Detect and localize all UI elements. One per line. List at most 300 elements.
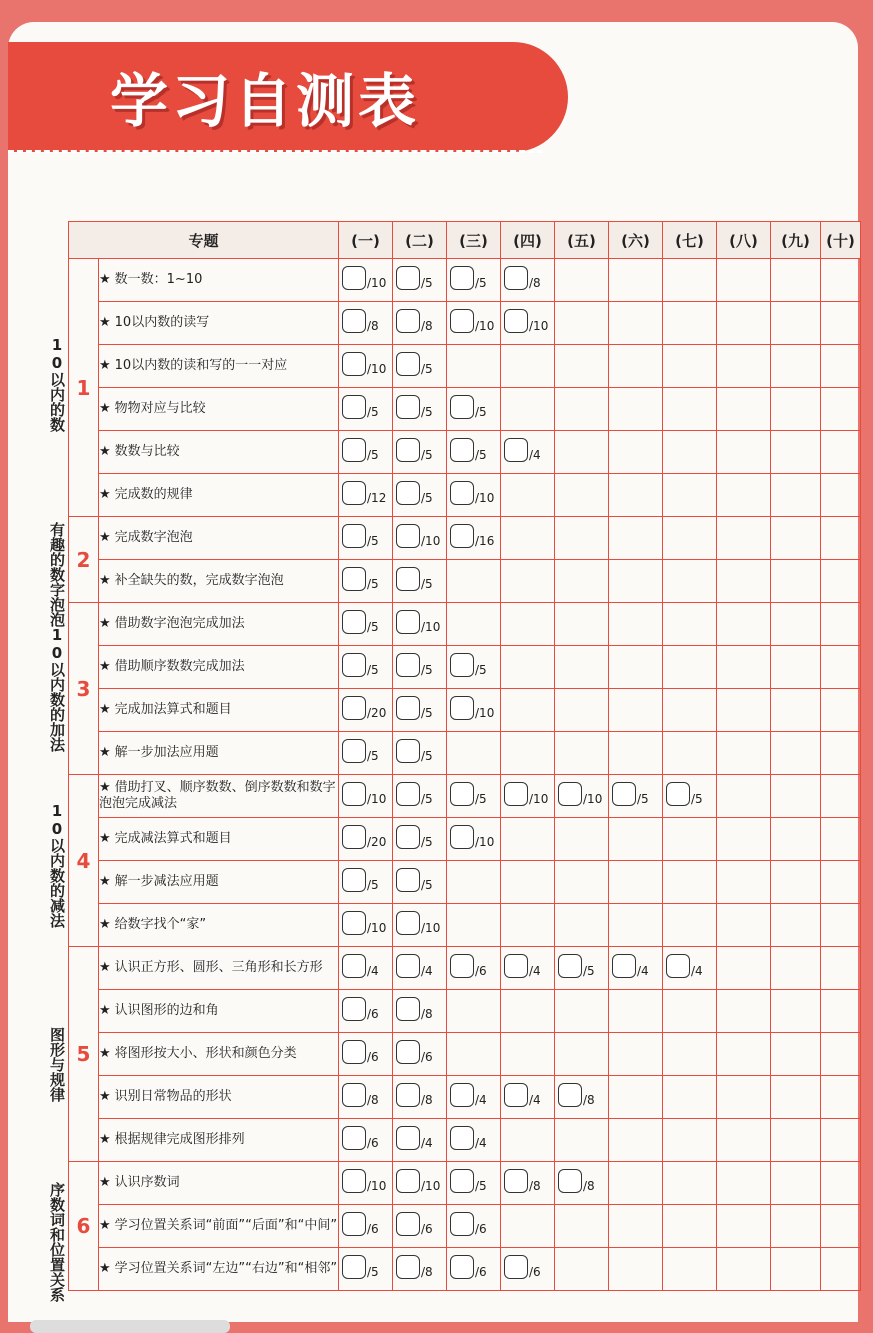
score-cell[interactable] xyxy=(339,1162,393,1205)
score-entry[interactable] xyxy=(450,782,487,806)
score-cell[interactable] xyxy=(555,775,609,818)
score-entry[interactable] xyxy=(450,1083,487,1107)
score-entry[interactable] xyxy=(450,438,487,462)
score-cell[interactable] xyxy=(339,990,393,1033)
table-row xyxy=(69,775,861,818)
score-entry[interactable] xyxy=(396,739,433,763)
score-cell[interactable] xyxy=(339,474,393,517)
section-number: 2 xyxy=(69,517,99,603)
score-box[interactable] xyxy=(342,1040,366,1064)
score-entry[interactable] xyxy=(450,1255,487,1279)
score-box[interactable] xyxy=(342,610,366,634)
score-cell[interactable] xyxy=(339,560,393,603)
score-entry[interactable] xyxy=(450,1126,487,1150)
score-box[interactable] xyxy=(558,954,582,978)
column-header: (七) xyxy=(663,222,717,259)
score-cell xyxy=(771,689,821,732)
score-entry[interactable] xyxy=(342,739,379,763)
score-cell[interactable] xyxy=(339,1205,393,1248)
score-entry[interactable] xyxy=(396,481,433,505)
page-title: 学习自测表 xyxy=(110,67,421,135)
star-icon: ★ xyxy=(99,401,111,416)
score-box[interactable] xyxy=(342,567,366,591)
score-cell[interactable] xyxy=(501,259,555,302)
score-entry[interactable] xyxy=(342,1169,386,1193)
score-box[interactable] xyxy=(342,868,366,892)
score-box[interactable] xyxy=(504,1083,528,1107)
score-box[interactable] xyxy=(342,954,366,978)
score-entry[interactable] xyxy=(342,911,386,935)
score-entry[interactable] xyxy=(342,825,386,849)
score-entry[interactable] xyxy=(396,438,433,462)
score-total: /5 xyxy=(367,663,379,677)
score-entry[interactable] xyxy=(396,825,433,849)
score-cell[interactable] xyxy=(393,302,447,345)
score-cell[interactable] xyxy=(339,1076,393,1119)
score-cell[interactable] xyxy=(447,474,501,517)
score-entry[interactable] xyxy=(666,782,703,806)
score-cell[interactable] xyxy=(447,1162,501,1205)
score-cell[interactable] xyxy=(393,1162,447,1205)
score-total: /8 xyxy=(421,1007,433,1021)
topic-label: 图形与规律 xyxy=(48,1027,66,1102)
score-cell xyxy=(821,775,861,818)
score-cell[interactable] xyxy=(393,431,447,474)
topic-label: 10以内数的减法 xyxy=(48,802,66,928)
score-box[interactable] xyxy=(342,782,366,806)
score-total: /5 xyxy=(421,405,433,419)
score-box[interactable] xyxy=(342,1212,366,1236)
score-cell[interactable] xyxy=(501,1076,555,1119)
score-cell[interactable] xyxy=(447,818,501,861)
score-cell[interactable] xyxy=(339,517,393,560)
score-cell[interactable] xyxy=(393,474,447,517)
score-box[interactable] xyxy=(396,1083,420,1107)
score-box[interactable] xyxy=(396,1126,420,1150)
score-box[interactable] xyxy=(342,911,366,935)
score-box[interactable] xyxy=(450,1169,474,1193)
score-cell[interactable] xyxy=(393,689,447,732)
score-entry[interactable] xyxy=(396,653,433,677)
score-cell xyxy=(555,474,609,517)
score-entry[interactable] xyxy=(504,309,548,333)
score-entry[interactable] xyxy=(450,481,494,505)
score-cell[interactable] xyxy=(447,947,501,990)
score-box[interactable] xyxy=(396,653,420,677)
score-entry[interactable] xyxy=(342,481,386,505)
score-box[interactable] xyxy=(450,1255,474,1279)
table-row xyxy=(69,517,861,560)
score-cell[interactable] xyxy=(393,345,447,388)
score-cell[interactable] xyxy=(663,775,717,818)
score-box[interactable] xyxy=(450,954,474,978)
score-cell xyxy=(821,603,861,646)
score-entry[interactable] xyxy=(612,954,649,978)
score-cell[interactable] xyxy=(393,861,447,904)
score-entry[interactable] xyxy=(396,266,433,290)
score-entry[interactable] xyxy=(450,825,494,849)
score-box[interactable] xyxy=(450,266,474,290)
score-box[interactable] xyxy=(342,481,366,505)
score-cell[interactable] xyxy=(501,1248,555,1291)
score-box[interactable] xyxy=(396,782,420,806)
score-entry[interactable] xyxy=(396,1212,433,1236)
score-total: /5 xyxy=(421,792,433,806)
score-box[interactable] xyxy=(396,352,420,376)
score-box[interactable] xyxy=(666,954,690,978)
item-label: 给数字找个“家” xyxy=(114,917,207,932)
score-total: /10 xyxy=(367,792,387,806)
score-total: /4 xyxy=(691,964,703,978)
score-entry[interactable] xyxy=(396,524,440,548)
score-entry[interactable] xyxy=(666,954,703,978)
score-total: /8 xyxy=(421,1093,433,1107)
score-box[interactable] xyxy=(450,438,474,462)
score-box[interactable] xyxy=(342,395,366,419)
score-entry[interactable] xyxy=(342,395,379,419)
score-cell[interactable] xyxy=(339,603,393,646)
score-total: /10 xyxy=(367,1179,387,1193)
score-cell[interactable] xyxy=(501,947,555,990)
score-cell xyxy=(717,1205,771,1248)
score-entry[interactable] xyxy=(612,782,649,806)
score-box[interactable] xyxy=(450,696,474,720)
score-cell[interactable] xyxy=(339,775,393,818)
score-box[interactable] xyxy=(342,524,366,548)
score-entry[interactable] xyxy=(450,395,487,419)
topic-label: 10以内数的加法 xyxy=(48,626,66,752)
item-label: 认识图形的边和角 xyxy=(114,1003,219,1018)
score-entry[interactable] xyxy=(450,1169,487,1193)
score-box[interactable] xyxy=(342,309,366,333)
score-entry[interactable] xyxy=(396,954,433,978)
score-entry[interactable] xyxy=(450,266,487,290)
score-box[interactable] xyxy=(666,782,690,806)
score-box[interactable] xyxy=(396,868,420,892)
score-box[interactable] xyxy=(342,438,366,462)
score-cell[interactable] xyxy=(447,689,501,732)
score-cell[interactable] xyxy=(609,775,663,818)
score-cell[interactable] xyxy=(393,732,447,775)
score-box[interactable] xyxy=(396,997,420,1021)
score-box[interactable] xyxy=(342,1169,366,1193)
star-icon: ★ xyxy=(99,272,111,287)
table-row xyxy=(69,1119,861,1162)
score-entry[interactable] xyxy=(396,567,433,591)
score-box[interactable] xyxy=(612,782,636,806)
score-entry[interactable] xyxy=(504,266,541,290)
score-cell[interactable] xyxy=(339,947,393,990)
score-total: /4 xyxy=(421,964,433,978)
score-cell xyxy=(663,517,717,560)
score-cell[interactable] xyxy=(393,990,447,1033)
score-cell[interactable] xyxy=(393,646,447,689)
score-cell[interactable] xyxy=(501,775,555,818)
score-entry[interactable] xyxy=(558,782,602,806)
score-entry[interactable] xyxy=(558,1169,595,1193)
score-box[interactable] xyxy=(396,825,420,849)
score-cell xyxy=(717,302,771,345)
score-cell[interactable] xyxy=(447,1076,501,1119)
score-box[interactable] xyxy=(396,1040,420,1064)
score-entry[interactable] xyxy=(396,1169,440,1193)
score-box[interactable] xyxy=(450,653,474,677)
score-box[interactable] xyxy=(612,954,636,978)
item-cell xyxy=(99,947,339,990)
score-box[interactable] xyxy=(342,266,366,290)
score-entry[interactable] xyxy=(450,653,487,677)
score-box[interactable] xyxy=(396,911,420,935)
score-cell[interactable] xyxy=(501,431,555,474)
table-row xyxy=(69,904,861,947)
score-entry[interactable] xyxy=(342,1126,379,1150)
score-entry[interactable] xyxy=(396,1255,433,1279)
score-box[interactable] xyxy=(342,653,366,677)
score-box[interactable] xyxy=(450,395,474,419)
score-entry[interactable] xyxy=(342,610,379,634)
score-box[interactable] xyxy=(450,481,474,505)
score-cell[interactable] xyxy=(393,1119,447,1162)
score-box[interactable] xyxy=(342,352,366,376)
score-box[interactable] xyxy=(396,1255,420,1279)
score-box[interactable] xyxy=(396,610,420,634)
score-total: /4 xyxy=(475,1093,487,1107)
score-cell[interactable] xyxy=(447,259,501,302)
score-entry[interactable] xyxy=(504,954,541,978)
score-entry[interactable] xyxy=(396,610,440,634)
score-entry[interactable] xyxy=(342,567,379,591)
score-box[interactable] xyxy=(396,567,420,591)
score-box[interactable] xyxy=(450,1083,474,1107)
score-entry[interactable] xyxy=(396,395,433,419)
score-cell[interactable] xyxy=(393,818,447,861)
score-cell xyxy=(555,646,609,689)
score-cell[interactable] xyxy=(393,560,447,603)
score-entry[interactable] xyxy=(396,309,433,333)
score-cell[interactable] xyxy=(447,302,501,345)
star-icon: ★ xyxy=(99,1003,111,1018)
score-entry[interactable] xyxy=(396,911,440,935)
score-box[interactable] xyxy=(396,438,420,462)
score-cell[interactable] xyxy=(501,302,555,345)
score-box[interactable] xyxy=(558,1169,582,1193)
score-box[interactable] xyxy=(504,1169,528,1193)
score-cell xyxy=(663,388,717,431)
score-cell[interactable] xyxy=(393,1205,447,1248)
score-entry[interactable] xyxy=(396,1126,433,1150)
score-cell xyxy=(555,345,609,388)
score-entry[interactable] xyxy=(558,1083,595,1107)
score-entry[interactable] xyxy=(504,438,541,462)
score-entry[interactable] xyxy=(342,782,386,806)
score-box[interactable] xyxy=(342,1255,366,1279)
score-cell[interactable] xyxy=(339,818,393,861)
score-cell[interactable] xyxy=(339,646,393,689)
score-cell[interactable] xyxy=(339,345,393,388)
score-cell[interactable] xyxy=(447,1248,501,1291)
score-cell[interactable] xyxy=(447,646,501,689)
score-entry[interactable] xyxy=(342,309,379,333)
score-cell[interactable] xyxy=(393,603,447,646)
item-label: 补全缺失的数，完成数字泡泡 xyxy=(114,573,284,588)
score-box[interactable] xyxy=(396,395,420,419)
score-cell xyxy=(555,1205,609,1248)
score-cell[interactable] xyxy=(393,259,447,302)
score-entry[interactable] xyxy=(342,868,379,892)
score-cell xyxy=(717,474,771,517)
score-box[interactable] xyxy=(396,1169,420,1193)
score-cell[interactable] xyxy=(447,431,501,474)
score-entry[interactable] xyxy=(504,1083,541,1107)
score-box[interactable] xyxy=(504,438,528,462)
score-entry[interactable] xyxy=(450,309,494,333)
score-cell[interactable] xyxy=(663,947,717,990)
score-cell[interactable] xyxy=(393,388,447,431)
score-entry[interactable] xyxy=(342,1255,379,1279)
item-cell xyxy=(99,302,339,345)
score-entry[interactable] xyxy=(450,524,494,548)
score-box[interactable] xyxy=(504,266,528,290)
score-cell xyxy=(501,474,555,517)
score-box[interactable] xyxy=(504,1255,528,1279)
score-cell[interactable] xyxy=(555,947,609,990)
score-box[interactable] xyxy=(450,309,474,333)
score-entry[interactable] xyxy=(342,1040,379,1064)
score-entry[interactable] xyxy=(396,352,433,376)
score-cell[interactable] xyxy=(339,904,393,947)
score-box[interactable] xyxy=(396,1212,420,1236)
score-box[interactable] xyxy=(342,696,366,720)
score-cell[interactable] xyxy=(339,1033,393,1076)
score-box[interactable] xyxy=(450,1126,474,1150)
score-box[interactable] xyxy=(342,1126,366,1150)
score-cell xyxy=(771,732,821,775)
score-cell[interactable] xyxy=(393,517,447,560)
score-entry[interactable] xyxy=(342,266,386,290)
score-cell[interactable] xyxy=(393,1076,447,1119)
score-entry[interactable] xyxy=(396,868,433,892)
score-box[interactable] xyxy=(342,739,366,763)
score-box[interactable] xyxy=(396,696,420,720)
score-cell[interactable] xyxy=(339,431,393,474)
score-cell[interactable] xyxy=(339,732,393,775)
score-entry[interactable] xyxy=(342,352,386,376)
score-cell[interactable] xyxy=(339,861,393,904)
score-box[interactable] xyxy=(504,954,528,978)
score-entry[interactable] xyxy=(342,438,379,462)
score-cell[interactable] xyxy=(393,1033,447,1076)
score-box[interactable] xyxy=(450,524,474,548)
score-cell xyxy=(771,1119,821,1162)
table-row xyxy=(69,818,861,861)
score-box[interactable] xyxy=(558,782,582,806)
score-cell[interactable] xyxy=(447,517,501,560)
score-cell[interactable] xyxy=(339,1248,393,1291)
score-cell xyxy=(501,1205,555,1248)
score-box[interactable] xyxy=(342,825,366,849)
score-entry[interactable] xyxy=(342,997,379,1021)
score-entry[interactable] xyxy=(396,1040,433,1064)
score-box[interactable] xyxy=(558,1083,582,1107)
score-box[interactable] xyxy=(342,997,366,1021)
score-box[interactable] xyxy=(504,309,528,333)
score-box[interactable] xyxy=(396,739,420,763)
score-cell xyxy=(663,474,717,517)
score-cell xyxy=(609,517,663,560)
score-box[interactable] xyxy=(504,782,528,806)
score-entry[interactable] xyxy=(450,696,494,720)
score-entry[interactable] xyxy=(396,696,433,720)
score-entry[interactable] xyxy=(342,696,386,720)
score-entry[interactable] xyxy=(504,782,548,806)
score-entry[interactable] xyxy=(342,1212,379,1236)
table-row xyxy=(69,689,861,732)
score-cell[interactable] xyxy=(393,775,447,818)
score-box[interactable] xyxy=(396,524,420,548)
score-entry[interactable] xyxy=(504,1169,541,1193)
score-entry[interactable] xyxy=(450,1212,487,1236)
score-cell xyxy=(663,1162,717,1205)
score-cell xyxy=(771,431,821,474)
table-row xyxy=(69,474,861,517)
score-cell[interactable] xyxy=(447,775,501,818)
score-cell[interactable] xyxy=(447,1205,501,1248)
score-box[interactable] xyxy=(450,825,474,849)
score-cell[interactable] xyxy=(447,1119,501,1162)
score-box[interactable] xyxy=(450,1212,474,1236)
score-total: /10 xyxy=(529,319,549,333)
score-cell[interactable] xyxy=(339,1119,393,1162)
score-cell[interactable] xyxy=(393,904,447,947)
score-cell xyxy=(555,818,609,861)
score-entry[interactable] xyxy=(396,782,433,806)
score-cell[interactable] xyxy=(609,947,663,990)
item-label: 完成数的规律 xyxy=(114,487,193,502)
score-box[interactable] xyxy=(396,266,420,290)
table-row xyxy=(69,1162,861,1205)
score-cell[interactable] xyxy=(393,1248,447,1291)
score-entry[interactable] xyxy=(558,954,595,978)
score-cell[interactable] xyxy=(447,388,501,431)
score-box[interactable] xyxy=(450,782,474,806)
score-total: /16 xyxy=(475,534,495,548)
score-cell xyxy=(555,431,609,474)
score-box[interactable] xyxy=(396,309,420,333)
score-box[interactable] xyxy=(342,1083,366,1107)
score-cell[interactable] xyxy=(555,1076,609,1119)
star-icon: ★ xyxy=(99,487,111,502)
score-entry[interactable] xyxy=(450,954,487,978)
score-entry[interactable] xyxy=(342,653,379,677)
star-icon: ★ xyxy=(99,315,111,330)
score-entry[interactable] xyxy=(342,954,379,978)
score-entry[interactable] xyxy=(342,1083,379,1107)
score-cell[interactable] xyxy=(555,1162,609,1205)
score-cell xyxy=(821,560,861,603)
score-entry[interactable] xyxy=(396,997,433,1021)
score-cell[interactable] xyxy=(501,1162,555,1205)
score-cell[interactable] xyxy=(393,947,447,990)
score-box[interactable] xyxy=(396,481,420,505)
score-cell[interactable] xyxy=(339,259,393,302)
score-box[interactable] xyxy=(396,954,420,978)
score-cell[interactable] xyxy=(339,302,393,345)
score-entry[interactable] xyxy=(396,1083,433,1107)
score-entry[interactable] xyxy=(342,524,379,548)
score-cell[interactable] xyxy=(339,388,393,431)
score-entry[interactable] xyxy=(504,1255,541,1279)
score-cell[interactable] xyxy=(339,689,393,732)
